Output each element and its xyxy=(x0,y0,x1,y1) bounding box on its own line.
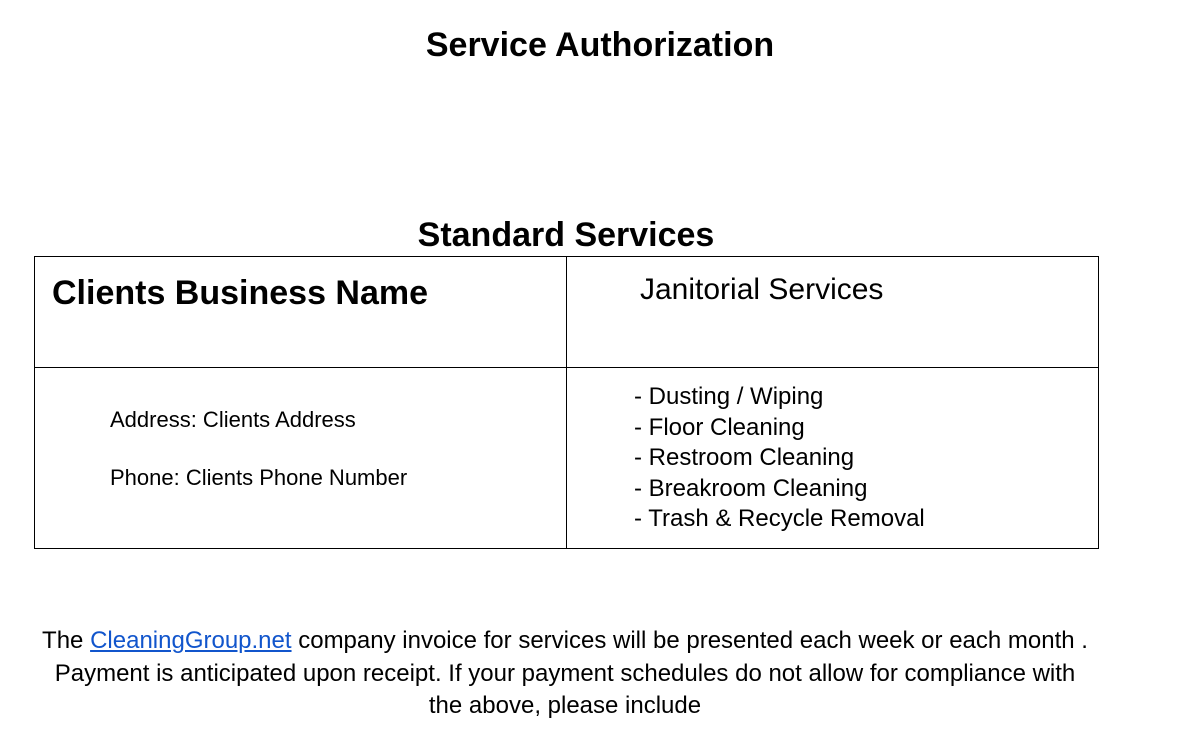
footer-body: company invoice for services will be presented each week or each month . Payment is anticipated upon receipt. If your payment schedules do not allow for compliance with the above, please include xyxy=(54,627,1088,719)
service-list xyxy=(567,368,1098,535)
table-row-header xyxy=(35,257,1099,368)
service-item-restroom: - Restroom Cleaning xyxy=(634,444,855,471)
service-item-breakroom: - Breakroom Cleaning xyxy=(634,474,868,502)
service-list-cell xyxy=(567,368,1099,549)
client-phone: Phone: Clients Phone Number xyxy=(110,465,408,490)
client-details-cell xyxy=(35,368,567,549)
footer-prefix: The xyxy=(42,627,91,654)
service-item-trash: - Trash & Recycle Removal xyxy=(634,505,925,532)
client-business-name: Clients Business Name xyxy=(52,274,429,312)
section-heading: Standard Services xyxy=(417,216,715,254)
document-title: Service Authorization xyxy=(425,26,775,64)
table-row-details xyxy=(35,368,1099,549)
service-item-floor: - Floor Cleaning xyxy=(634,413,805,441)
service-table xyxy=(34,256,1099,549)
invoice-terms-paragraph xyxy=(40,625,1090,723)
client-details xyxy=(35,368,566,492)
client-address: Address: Clients Address xyxy=(110,407,356,432)
client-name-cell xyxy=(35,257,567,368)
company-website-link[interactable]: CleaningGroup.net xyxy=(90,627,292,654)
service-type: Janitorial Services xyxy=(640,273,884,306)
service-item-dusting: - Dusting / Wiping xyxy=(634,383,824,410)
service-type-cell xyxy=(567,257,1099,368)
